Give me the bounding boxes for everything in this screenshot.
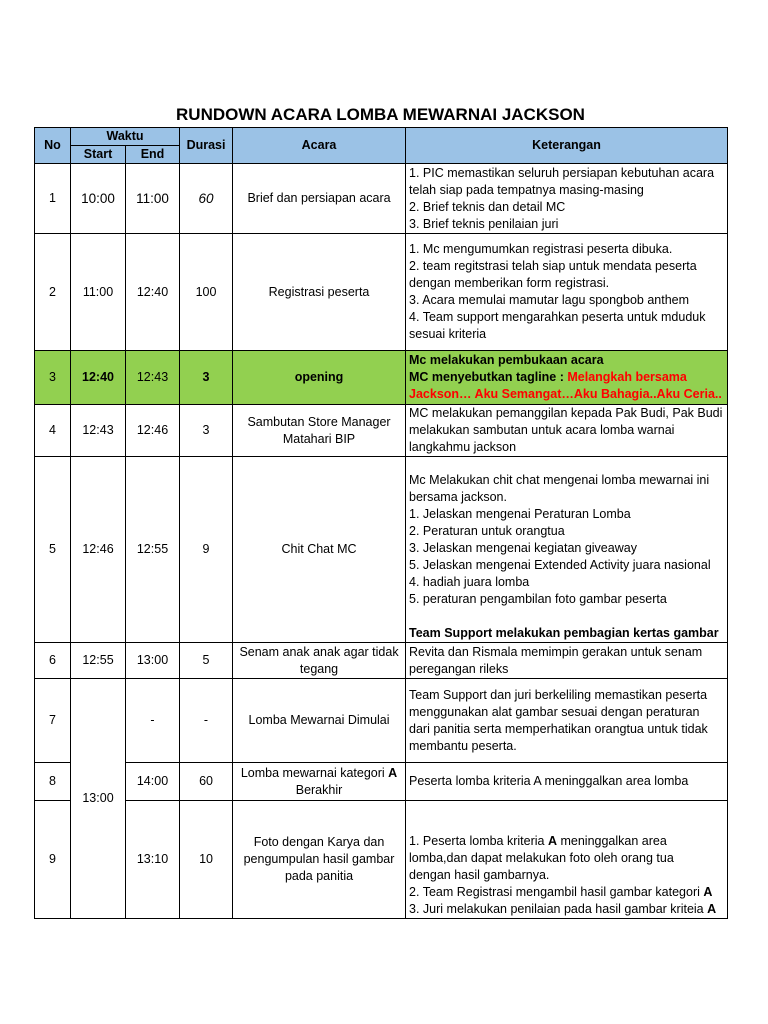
keterangan-line: melakukan sambutan untuk acara lomba warnai [409, 423, 675, 437]
acara-text: Lomba mewarnai kategori [240, 765, 389, 780]
keterangan-line: Mc melakukan pembukaan acara [409, 353, 604, 367]
cell-durasi: 60 [180, 164, 233, 234]
header-acara: Acara [233, 128, 406, 164]
cell-acara: Chit Chat MC [233, 457, 406, 643]
keterangan-line: dengan memberikan form registrasi. [409, 276, 610, 290]
tagline-text: Melangkah bersama [567, 370, 687, 384]
keterangan-category: A [703, 885, 713, 899]
cell-no: 8 [35, 763, 71, 801]
keterangan-line [409, 901, 724, 918]
table-row [35, 801, 728, 919]
cell-end: 12:40 [126, 234, 180, 351]
cell-acara: Brief dan persiapan acara [233, 164, 406, 234]
cell-end: 14:00 [126, 763, 180, 801]
header-keterangan: Keterangan [406, 128, 728, 164]
keterangan-line: 1. Mc mengumumkan registrasi peserta dibuka. [409, 242, 673, 256]
keterangan-line: membantu peserta. [409, 738, 517, 753]
cell-no: 9 [35, 801, 71, 919]
keterangan-line: 3. Acara memulai mamutar lagu spongbob anthem [409, 293, 690, 307]
keterangan-category: A [707, 902, 717, 916]
table-row [35, 164, 728, 234]
cell-keterangan [406, 643, 728, 679]
cell-end: 11:00 [126, 164, 180, 234]
cell-durasi: 3 [180, 351, 233, 405]
cell-start: 12:55 [71, 643, 126, 679]
keterangan-line: Team Support melakukan pembagian kertas gambar [409, 626, 719, 640]
table-row [35, 643, 728, 679]
keterangan-line: 2. Brief teknis dan detail MC [409, 199, 566, 214]
cell-acara: Foto dengan Karya dan pengumpulan hasil gambar pada panitia [233, 801, 406, 919]
cell-end: 13:10 [126, 801, 180, 919]
cell-start: 10:00 [71, 164, 126, 234]
cell-keterangan [406, 457, 728, 643]
keterangan-line: telah siap pada tempatnya masing-masing [409, 182, 644, 197]
cell-keterangan [406, 763, 728, 801]
keterangan-line: Revita dan Rismala memimpin gerakan untuk senam [409, 644, 703, 659]
cell-durasi: 100 [180, 234, 233, 351]
keterangan-line: lomba,dan dapat melakukan foto oleh orang tua [409, 851, 674, 865]
keterangan-line: 3. Brief teknis penilaian juri [409, 216, 559, 231]
keterangan-text: 1. Peserta lomba kriteria [409, 834, 548, 848]
keterangan-line: 2. Peraturan untuk orangtua [409, 524, 565, 538]
table-row [35, 405, 728, 457]
keterangan-line: peregangan rileks [409, 661, 509, 676]
keterangan-line: Mc Melakukan chit chat mengenai lomba mewarnai ini [409, 473, 710, 487]
keterangan-line: menggunakan alat gambar sesuai dengan peraturan [409, 704, 700, 719]
cell-durasi: - [180, 679, 233, 763]
cell-acara: Senam anak anak agar tidak tegang [233, 643, 406, 679]
keterangan-line: 1. Jelaskan mengenai Peraturan Lomba [409, 507, 631, 521]
keterangan-line: Team Support dan juri berkeliling memastikan peserta [409, 687, 708, 702]
cell-no: 7 [35, 679, 71, 763]
keterangan-line [409, 833, 724, 850]
cell-end: 12:43 [126, 351, 180, 405]
cell-durasi: 3 [180, 405, 233, 457]
cell-no: 5 [35, 457, 71, 643]
cell-acara: Sambutan Store Manager Matahari BIP [233, 405, 406, 457]
acara-category: A [388, 765, 398, 780]
cell-durasi: 60 [180, 763, 233, 801]
keterangan-spacer [409, 608, 724, 625]
keterangan-text: meninggalkan area [557, 834, 667, 848]
keterangan-line: MC melakukan pemanggilan kepada Pak Budi, Pak Budi [409, 406, 723, 420]
cell-start: 12:46 [71, 457, 126, 643]
cell-durasi: 9 [180, 457, 233, 643]
table-row [35, 679, 728, 763]
cell-no: 3 [35, 351, 71, 405]
keterangan-line: 4. Team support mengarahkan peserta untuk mduduk [409, 310, 706, 324]
keterangan-line: bersama jackson. [409, 490, 507, 504]
cell-acara [233, 763, 406, 801]
keterangan-line: 5. Jelaskan mengenai Extended Activity juara nasional [409, 558, 711, 572]
tagline-text: Jackson… Aku Semangat…Aku Bahagia..Aku Ceria.. [409, 387, 722, 401]
cell-end: 13:00 [126, 643, 180, 679]
cell-end: - [126, 679, 180, 763]
table-row [35, 234, 728, 351]
cell-keterangan [406, 234, 728, 351]
cell-durasi: 5 [180, 643, 233, 679]
cell-start-merged: 13:00 [71, 679, 126, 919]
cell-acara: opening [233, 351, 406, 405]
cell-keterangan [406, 405, 728, 457]
keterangan-line: Peserta lomba kriteria A meninggalkan area lomba [409, 774, 689, 788]
cell-keterangan [406, 801, 728, 919]
cell-acara: Registrasi peserta [233, 234, 406, 351]
table-row [35, 457, 728, 643]
cell-end: 12:55 [126, 457, 180, 643]
acara-line: Berakhir [295, 782, 343, 797]
keterangan-line: dengan hasil gambarnya. [409, 868, 550, 882]
acara-line [236, 765, 402, 782]
keterangan-text: 2. Team Registrasi mengambil hasil gambar kategori [409, 885, 704, 899]
header-no: No [35, 128, 71, 164]
header-start: Start [71, 146, 126, 164]
cell-no: 4 [35, 405, 71, 457]
keterangan-line: 1. PIC memastikan seluruh persiapan kebutuhan acara [409, 165, 715, 180]
keterangan-line: 5. peraturan pengambilan foto gambar peserta [409, 592, 667, 606]
cell-keterangan [406, 164, 728, 234]
document-title: RUNDOWN ACARA LOMBA MEWARNAI JACKSON [176, 105, 585, 124]
table-row-highlighted [35, 351, 728, 405]
cell-acara: Lomba Mewarnai Dimulai [233, 679, 406, 763]
cell-keterangan [406, 679, 728, 763]
keterangan-line: langkahmu jackson [409, 440, 517, 454]
tagline-label: MC menyebutkan tagline : [409, 370, 568, 384]
cell-end: 12:46 [126, 405, 180, 457]
keterangan-line [409, 369, 724, 386]
keterangan-text: 3. Juri melakukan penilaian pada hasil gambar kriteia [409, 902, 708, 916]
cell-start: 12:43 [71, 405, 126, 457]
header-waktu: Waktu [71, 128, 180, 146]
cell-no: 6 [35, 643, 71, 679]
header-durasi: Durasi [180, 128, 233, 164]
cell-no: 1 [35, 164, 71, 234]
keterangan-line: 3. Jelaskan mengenai kegiatan giveaway [409, 541, 637, 555]
keterangan-line: dari panitia serta memperhatikan orangtua untuk tidak [409, 721, 708, 736]
cell-start: 11:00 [71, 234, 126, 351]
cell-durasi: 10 [180, 801, 233, 919]
cell-no: 2 [35, 234, 71, 351]
cell-start: 12:40 [71, 351, 126, 405]
cell-keterangan [406, 351, 728, 405]
keterangan-line: 4. hadiah juara lomba [409, 575, 530, 589]
header-end: End [126, 146, 180, 164]
keterangan-line: 2. team regitstrasi telah siap untuk mendata peserta [409, 259, 697, 273]
keterangan-category: A [547, 834, 557, 848]
keterangan-line: sesuai kriteria [409, 327, 487, 341]
keterangan-line [409, 884, 724, 901]
table-row [35, 763, 728, 801]
rundown-table [34, 127, 728, 919]
